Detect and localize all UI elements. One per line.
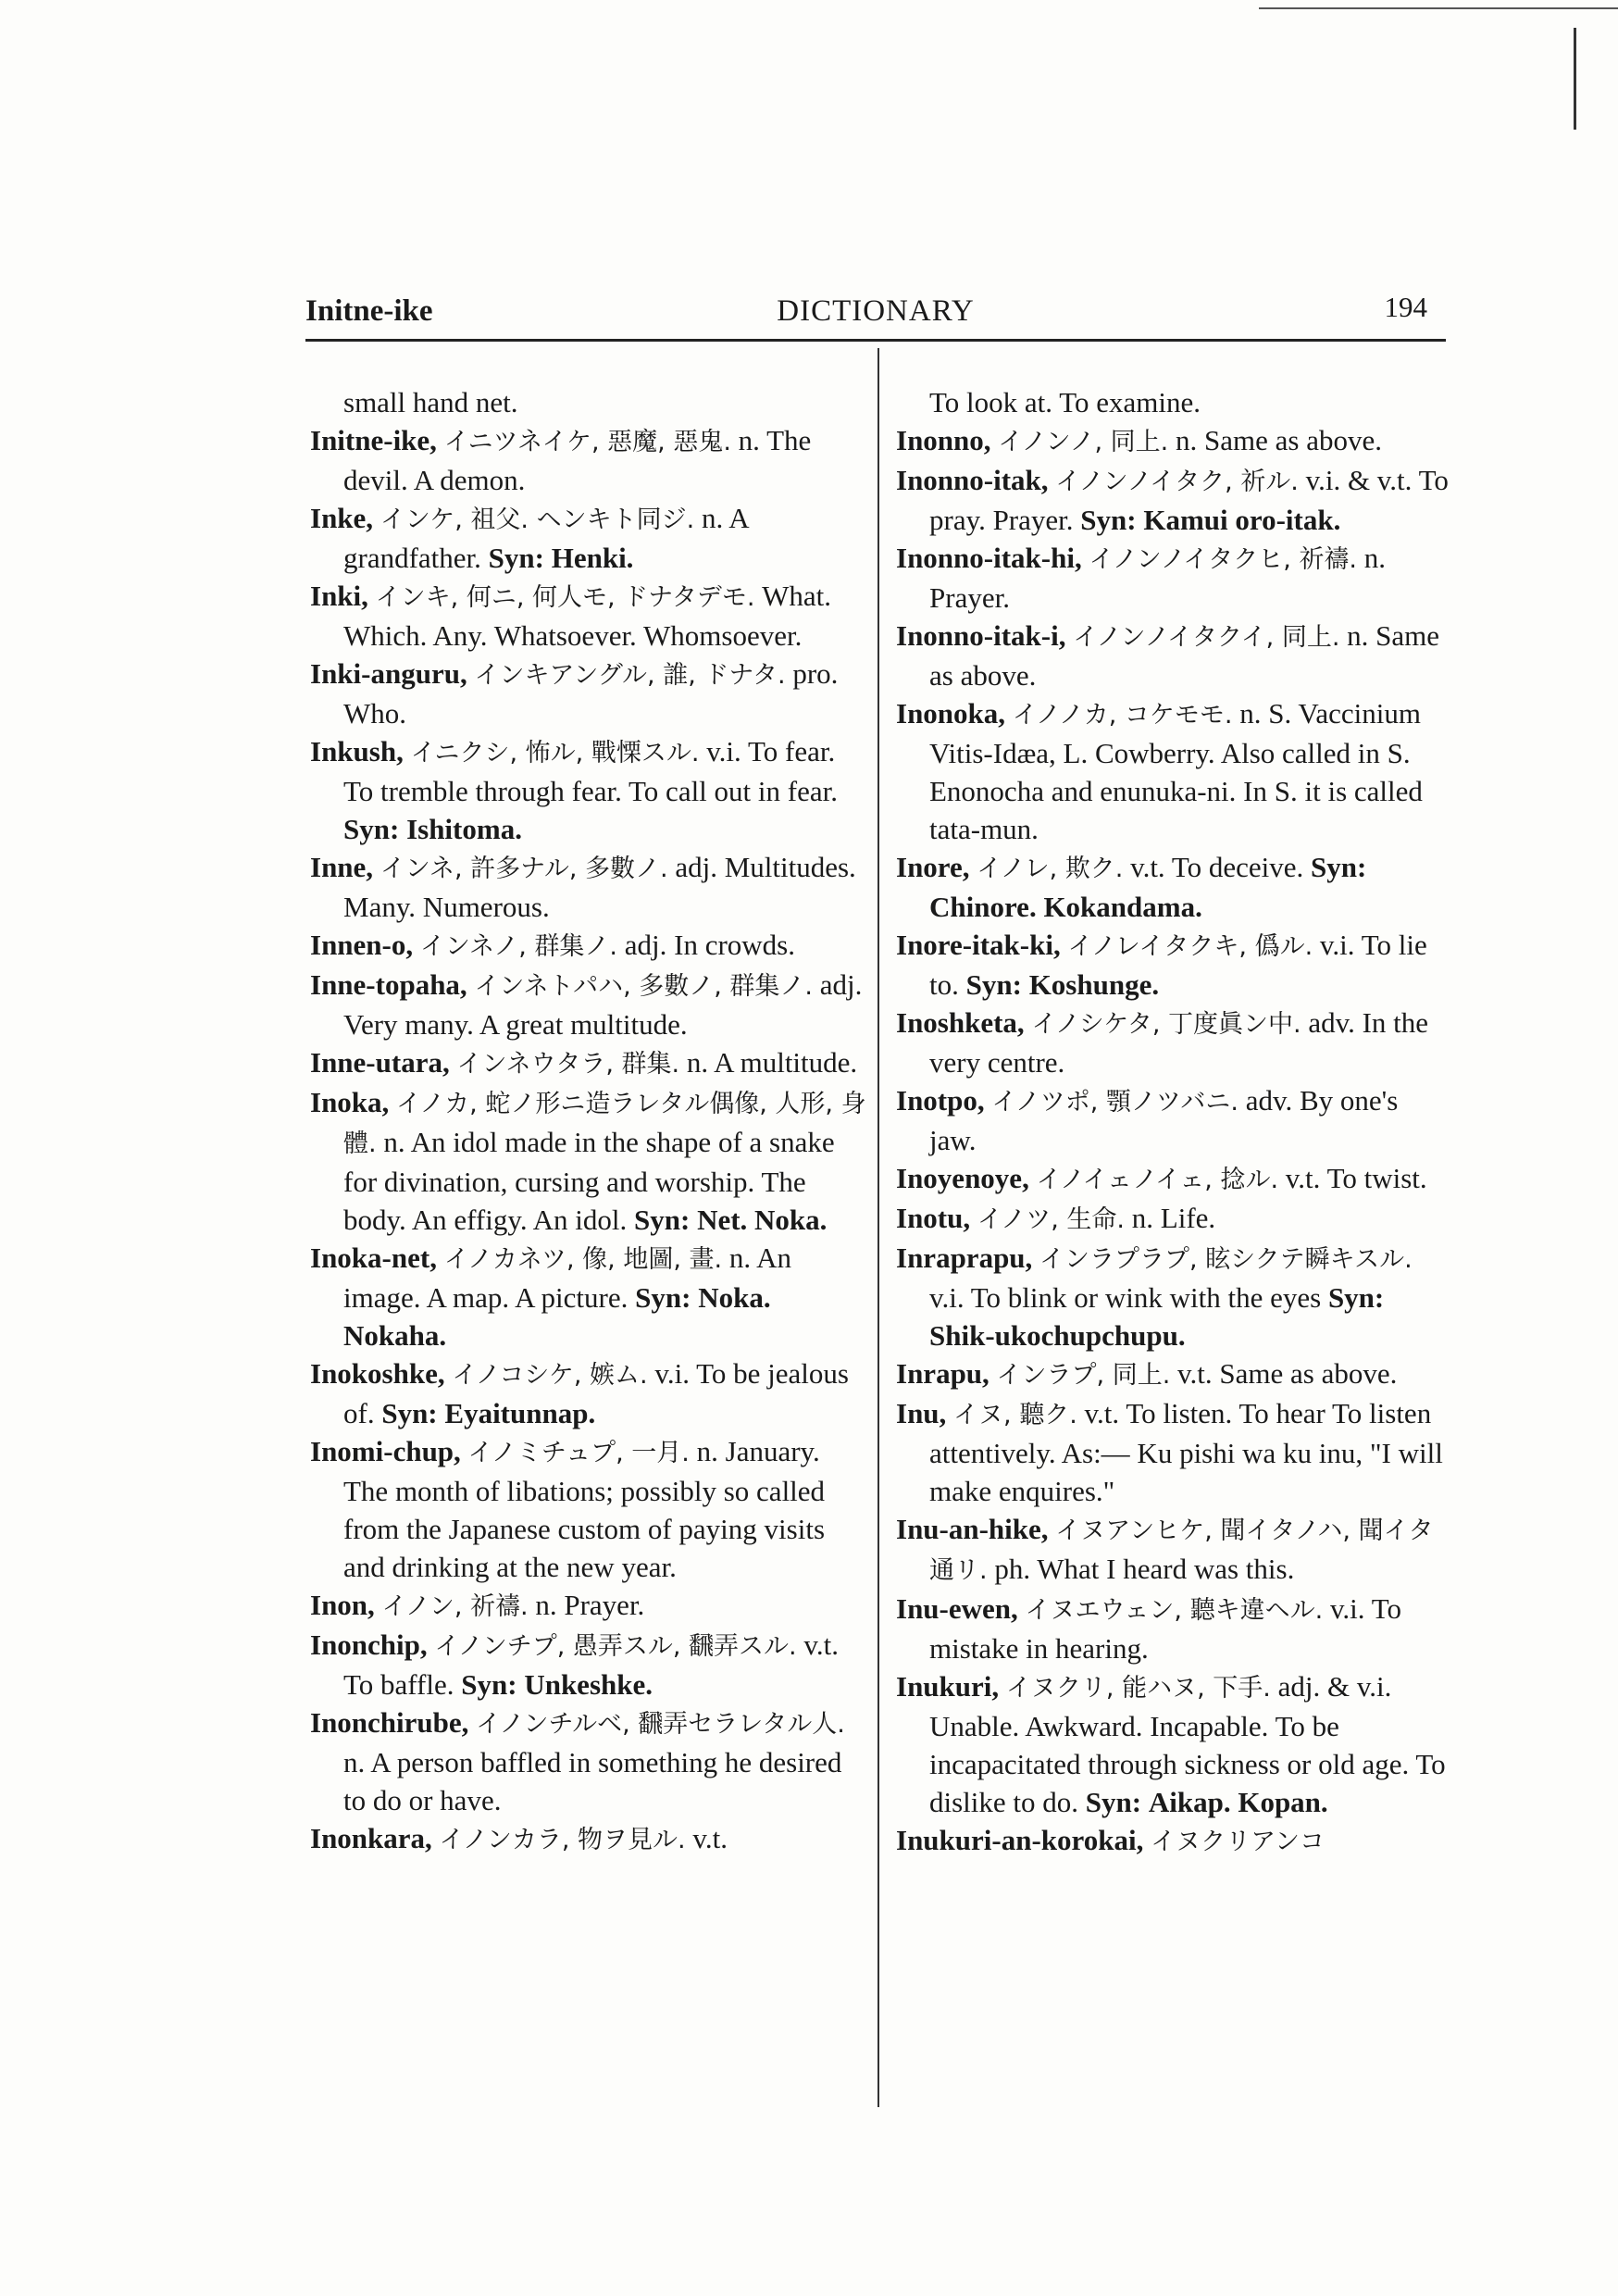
dictionary-entry — [896, 1239, 1451, 1354]
entry-headword: Inki-anguru, — [310, 657, 467, 690]
entry-japanese: イノミチュプ, 一月. — [467, 1439, 690, 1467]
entry-japanese: イノンノ, 同上. — [998, 428, 1169, 456]
entry-synonym: Noka. Nokaha. — [343, 1281, 771, 1352]
dictionary-entry — [896, 848, 1451, 926]
entry-headword: Inu-ewen, — [896, 1592, 1018, 1625]
entry-japanese: イノンカラ, 物ヲ見ル. — [439, 1826, 686, 1854]
entry-synonym: Unkeshke. — [524, 1668, 653, 1701]
synonym-label: Syn: — [1085, 1786, 1142, 1818]
dictionary-entry — [310, 421, 870, 499]
entry-japanese: イノカ, 蛇ノ形ニ造ラレタル偶像, 人形, 身體. — [343, 1090, 866, 1158]
entry-synonym: Kamui oro-itak. — [1143, 504, 1341, 536]
dictionary-entry — [310, 1586, 870, 1626]
entry-headword: Inoka-net, — [310, 1242, 437, 1274]
entry-synonym: Aikap. Kopan. — [1148, 1786, 1328, 1818]
entry-japanese: インネノ, 群集ノ. — [419, 932, 618, 961]
guide-word: Initne-ike — [305, 294, 433, 328]
entry-japanese: イノレイタクキ, 僞ル. — [1067, 932, 1313, 961]
dictionary-entry — [896, 1821, 1451, 1861]
entry-headword: Inu, — [896, 1397, 947, 1429]
entry-continuation: To look at. To examine. — [929, 386, 1201, 418]
entry-definition: n. January. The month of libations; possibly so called from the Japanese custom of paying visits and drinking at the new year. — [343, 1435, 826, 1583]
entry-synonym: Henki. — [551, 542, 634, 574]
entry-headword: Inonno-itak-i, — [896, 619, 1066, 652]
dictionary-entry — [896, 617, 1451, 694]
dictionary-entry — [310, 577, 870, 655]
entry-definition: n. A multitude. — [686, 1046, 858, 1079]
entry-headword: Inonoka, — [896, 697, 1006, 730]
dictionary-entry — [896, 1394, 1451, 1510]
dictionary-entry — [310, 383, 870, 421]
entry-headword: Inokoshke, — [310, 1357, 445, 1390]
entry-headword: Inonchip, — [310, 1628, 428, 1661]
entry-headword: Inore-itak-ki, — [896, 929, 1061, 961]
dictionary-entry — [310, 1354, 870, 1432]
page-number: 194 — [1384, 291, 1427, 323]
entry-continuation: small hand net. — [343, 386, 518, 418]
top-edge-rule — [1259, 7, 1618, 9]
entry-definition: v.t. To deceive. — [1130, 851, 1304, 883]
entry-definition: n. Life. — [1131, 1202, 1216, 1234]
entry-japanese: イニツネイケ, 惡魔, 惡鬼. — [443, 428, 731, 456]
entry-japanese: イヌクリ, 能ハヌ, 下手. — [1005, 1674, 1271, 1703]
left-column — [310, 383, 870, 1859]
entry-headword: Inonno-itak-hi, — [896, 542, 1082, 574]
dictionary-entry — [896, 1159, 1451, 1199]
entry-japanese: イノンチルベ, 飜弄セラレタル人. — [476, 1710, 845, 1739]
column-divider — [877, 348, 879, 2107]
entry-japanese: インキ, 何ニ, 何人モ, ドナタデモ. — [375, 583, 755, 612]
synonym-label: Syn: — [1080, 504, 1137, 536]
dictionary-entry — [896, 539, 1451, 617]
entry-headword: Inne-utara, — [310, 1046, 450, 1079]
entry-japanese: イノレ, 欺ク. — [977, 855, 1124, 883]
dictionary-entry — [896, 1354, 1451, 1394]
synonym-label: Syn: — [1327, 1281, 1385, 1314]
entry-synonym: Chinore. Kokandama. — [929, 891, 1202, 923]
dictionary-entry — [310, 1239, 870, 1354]
entry-definition: v.t. — [692, 1822, 728, 1854]
entry-definition: v.i. To be jealous of. — [343, 1357, 849, 1429]
entry-definition: pro. Who. — [343, 657, 839, 730]
right-column — [896, 383, 1451, 1861]
dictionary-entry — [310, 1819, 870, 1859]
entry-definition: n. A grandfather. — [343, 502, 748, 574]
entry-headword: Inotu, — [896, 1202, 971, 1234]
entry-headword: Inoka, — [310, 1086, 390, 1118]
entry-japanese: イニクシ, 怖ル, 戰慄スル. — [410, 739, 700, 767]
entry-headword: Inomi-chup, — [310, 1435, 461, 1467]
entry-definition: n. A person baffled in something he desired to do or have. — [343, 1746, 842, 1816]
header-rule — [305, 339, 1446, 342]
synonym-label: Syn: — [381, 1397, 438, 1429]
dictionary-entry — [310, 966, 870, 1043]
entry-headword: Inki, — [310, 580, 368, 612]
entry-definition: v.t. To listen. To hear To listen attentively. As:— Ku pishi wa ku inu, "I will make enquires." — [929, 1397, 1443, 1507]
entry-headword: Inoshketa, — [896, 1006, 1025, 1039]
entry-japanese: インネ, 許多ナル, 多數ノ. — [380, 855, 668, 883]
entry-japanese: イノイェノイェ, 捻ル. — [1036, 1166, 1279, 1194]
entry-headword: Inu-an-hike, — [896, 1513, 1049, 1545]
entry-definition: v.t. To baffle. — [343, 1628, 839, 1701]
entry-japanese: イノンノイタクヒ, 祈禱. — [1089, 545, 1358, 574]
entry-headword: Innen-o, — [310, 929, 414, 961]
entry-japanese: イヌアンヒケ, 聞イタノハ, 聞イタ通リ. — [929, 1516, 1434, 1585]
entry-definition: adj. In crowds. — [624, 929, 795, 961]
entry-headword: Inoyenoye, — [896, 1162, 1029, 1194]
entry-headword: Inrapu, — [896, 1357, 989, 1390]
entry-japanese: イノシケタ, 丁度眞ン中. — [1031, 1010, 1301, 1039]
dictionary-entry — [896, 1510, 1451, 1590]
entry-synonym: Eyaitunnap. — [444, 1397, 596, 1429]
entry-headword: Inraprapu, — [896, 1242, 1033, 1274]
entry-japanese: インケ, 祖父. ヘンキト同ジ. — [380, 505, 695, 534]
entry-japanese: イノンチプ, 愚弄スル, 飜弄スル. — [434, 1632, 797, 1661]
entry-japanese: インラプ, 同上. — [996, 1361, 1171, 1390]
page-header — [305, 291, 1446, 341]
dictionary-entry — [896, 1081, 1451, 1159]
entry-japanese: イノノカ, コケモモ. — [1012, 701, 1233, 730]
entry-definition: v.t. Same as above. — [1177, 1357, 1398, 1390]
entry-headword: Inore, — [896, 851, 970, 883]
dictionary-entry — [310, 1626, 870, 1703]
dictionary-entry — [896, 1590, 1451, 1667]
synonym-label: Syn: — [634, 1204, 691, 1236]
entry-definition: n. Same as above. — [1176, 424, 1382, 456]
entry-japanese: イノツ, 生命. — [977, 1205, 1126, 1234]
entry-headword: Inonkara, — [310, 1822, 432, 1854]
dictionary-entry — [310, 499, 870, 577]
entry-definition: adj. & v.i. Unable. Awkward. Incapable. To be incapacitated through sickness or old age. To dislike to do. — [929, 1670, 1446, 1818]
entry-definition: What. Which. Any. Whatsoever. Whomsoever. — [343, 580, 832, 652]
dictionary-entry — [896, 421, 1451, 461]
entry-definition: n. Prayer. — [929, 542, 1387, 614]
entry-definition: n. The devil. A demon. — [343, 424, 812, 496]
entry-headword: Inukuri, — [896, 1670, 1000, 1703]
entry-japanese: イノン, 祈禱. — [381, 1592, 529, 1621]
entry-japanese: インキアングル, 誰, ドナタ. — [474, 661, 786, 690]
entry-synonym: Net. Noka. — [697, 1204, 828, 1236]
dictionary-entry — [310, 655, 870, 732]
entry-synonym: Koshunge. — [1028, 968, 1160, 1001]
entry-japanese: インラプラプ, 眩シクテ瞬キスル. — [1039, 1245, 1413, 1274]
entry-definition: adj. Very many. A great multitude. — [343, 968, 863, 1041]
dictionary-entry — [310, 1043, 870, 1083]
synonym-label: Syn: — [635, 1281, 691, 1314]
entry-definition: v.t. To twist. — [1285, 1162, 1427, 1194]
entry-japanese: イノカネツ, 像, 地圖, 畫. — [443, 1245, 723, 1274]
entry-japanese: インネウタラ, 群集. — [456, 1050, 680, 1079]
entry-japanese: イヌ, 聽ク. — [953, 1401, 1077, 1429]
entry-japanese: イノツポ, 顎ノツバニ. — [991, 1088, 1238, 1117]
dictionary-entry — [896, 694, 1451, 848]
dictionary-entry — [896, 1004, 1451, 1081]
entry-definition: adv. In the very centre. — [929, 1006, 1429, 1079]
entry-synonym: Ishitoma. — [406, 813, 522, 845]
dictionary-entry — [896, 1199, 1451, 1239]
dictionary-entry — [896, 461, 1451, 539]
entry-definition: n. Prayer. — [535, 1589, 645, 1621]
dictionary-entry — [896, 926, 1451, 1004]
synonym-label: Syn: — [461, 1668, 517, 1701]
dictionary-entry — [310, 848, 870, 926]
entry-japanese: イヌクリアンコ — [1151, 1828, 1326, 1856]
running-title: DICTIONARY — [777, 294, 975, 328]
dictionary-entry — [310, 1703, 870, 1819]
dictionary-entry — [310, 926, 870, 966]
entry-definition: adj. Multitudes. Many. Numerous. — [343, 851, 856, 923]
dictionary-entry — [896, 383, 1451, 421]
dictionary-entry — [310, 1083, 870, 1239]
dictionary-entry — [896, 1667, 1451, 1821]
entry-headword: Inkush, — [310, 735, 404, 767]
entry-headword: Inukuri-an-korokai, — [896, 1824, 1144, 1856]
entry-definition: v.i. To mistake in hearing. — [929, 1592, 1401, 1665]
entry-japanese: インネトパハ, 多數ノ, 群集ノ. — [474, 972, 813, 1001]
entry-headword: Inonno, — [896, 424, 991, 456]
synonym-label: Syn: — [343, 813, 400, 845]
entry-japanese: イヌエウェン, 聽キ違ヘル. — [1025, 1596, 1324, 1625]
entry-definition: ph. What I heard was this. — [994, 1553, 1295, 1585]
entry-definition: v.i. To blink or wink with the eyes — [929, 1281, 1322, 1314]
margin-rule — [1574, 28, 1576, 130]
synonym-label: Syn: — [1311, 851, 1367, 883]
entry-japanese: イノンノイタク, 祈ル. — [1055, 468, 1299, 496]
entry-definition: v.i. To fear. To tremble through fear. To call out in fear. — [343, 735, 838, 807]
entry-headword: Inon, — [310, 1589, 375, 1621]
entry-definition: n. An image. A map. A picture. — [343, 1242, 792, 1314]
entry-definition: adv. By one's jaw. — [929, 1084, 1399, 1156]
entry-definition: n. Same as above. — [929, 619, 1440, 692]
entry-synonym: Shik-ukochupchupu. — [929, 1319, 1186, 1352]
entry-headword: Inotpo, — [896, 1084, 985, 1117]
entry-japanese: イノンノイタクイ, 同上. — [1073, 623, 1340, 652]
entry-headword: Inke, — [310, 502, 374, 534]
entry-definition: n. S. Vaccinium Vitis-Idæa, L. Cowberry. Also called in S. Enonocha and enunuka-ni. In S. it is called tata-mun. — [929, 697, 1423, 845]
entry-definition: n. An idol made in the shape of a snake for divination, cursing and worship. The body. An effigy. An idol. — [343, 1126, 835, 1236]
entry-japanese: イノコシケ, 嫉ム. — [452, 1361, 648, 1390]
entry-headword: Inne-topaha, — [310, 968, 467, 1001]
entry-headword: Inne, — [310, 851, 374, 883]
synonym-label: Syn: — [488, 542, 544, 574]
synonym-label: Syn: — [965, 968, 1022, 1001]
entry-headword: Inonchirube, — [310, 1706, 469, 1739]
entry-definition: v.i. To lie to. — [929, 929, 1427, 1001]
entry-headword: Inonno-itak, — [896, 464, 1049, 496]
dictionary-entry — [310, 732, 870, 848]
entry-definition: v.i. & v.t. To pray. Prayer. — [929, 464, 1449, 536]
dictionary-entry — [310, 1432, 870, 1586]
entry-headword: Initne-ike, — [310, 424, 437, 456]
